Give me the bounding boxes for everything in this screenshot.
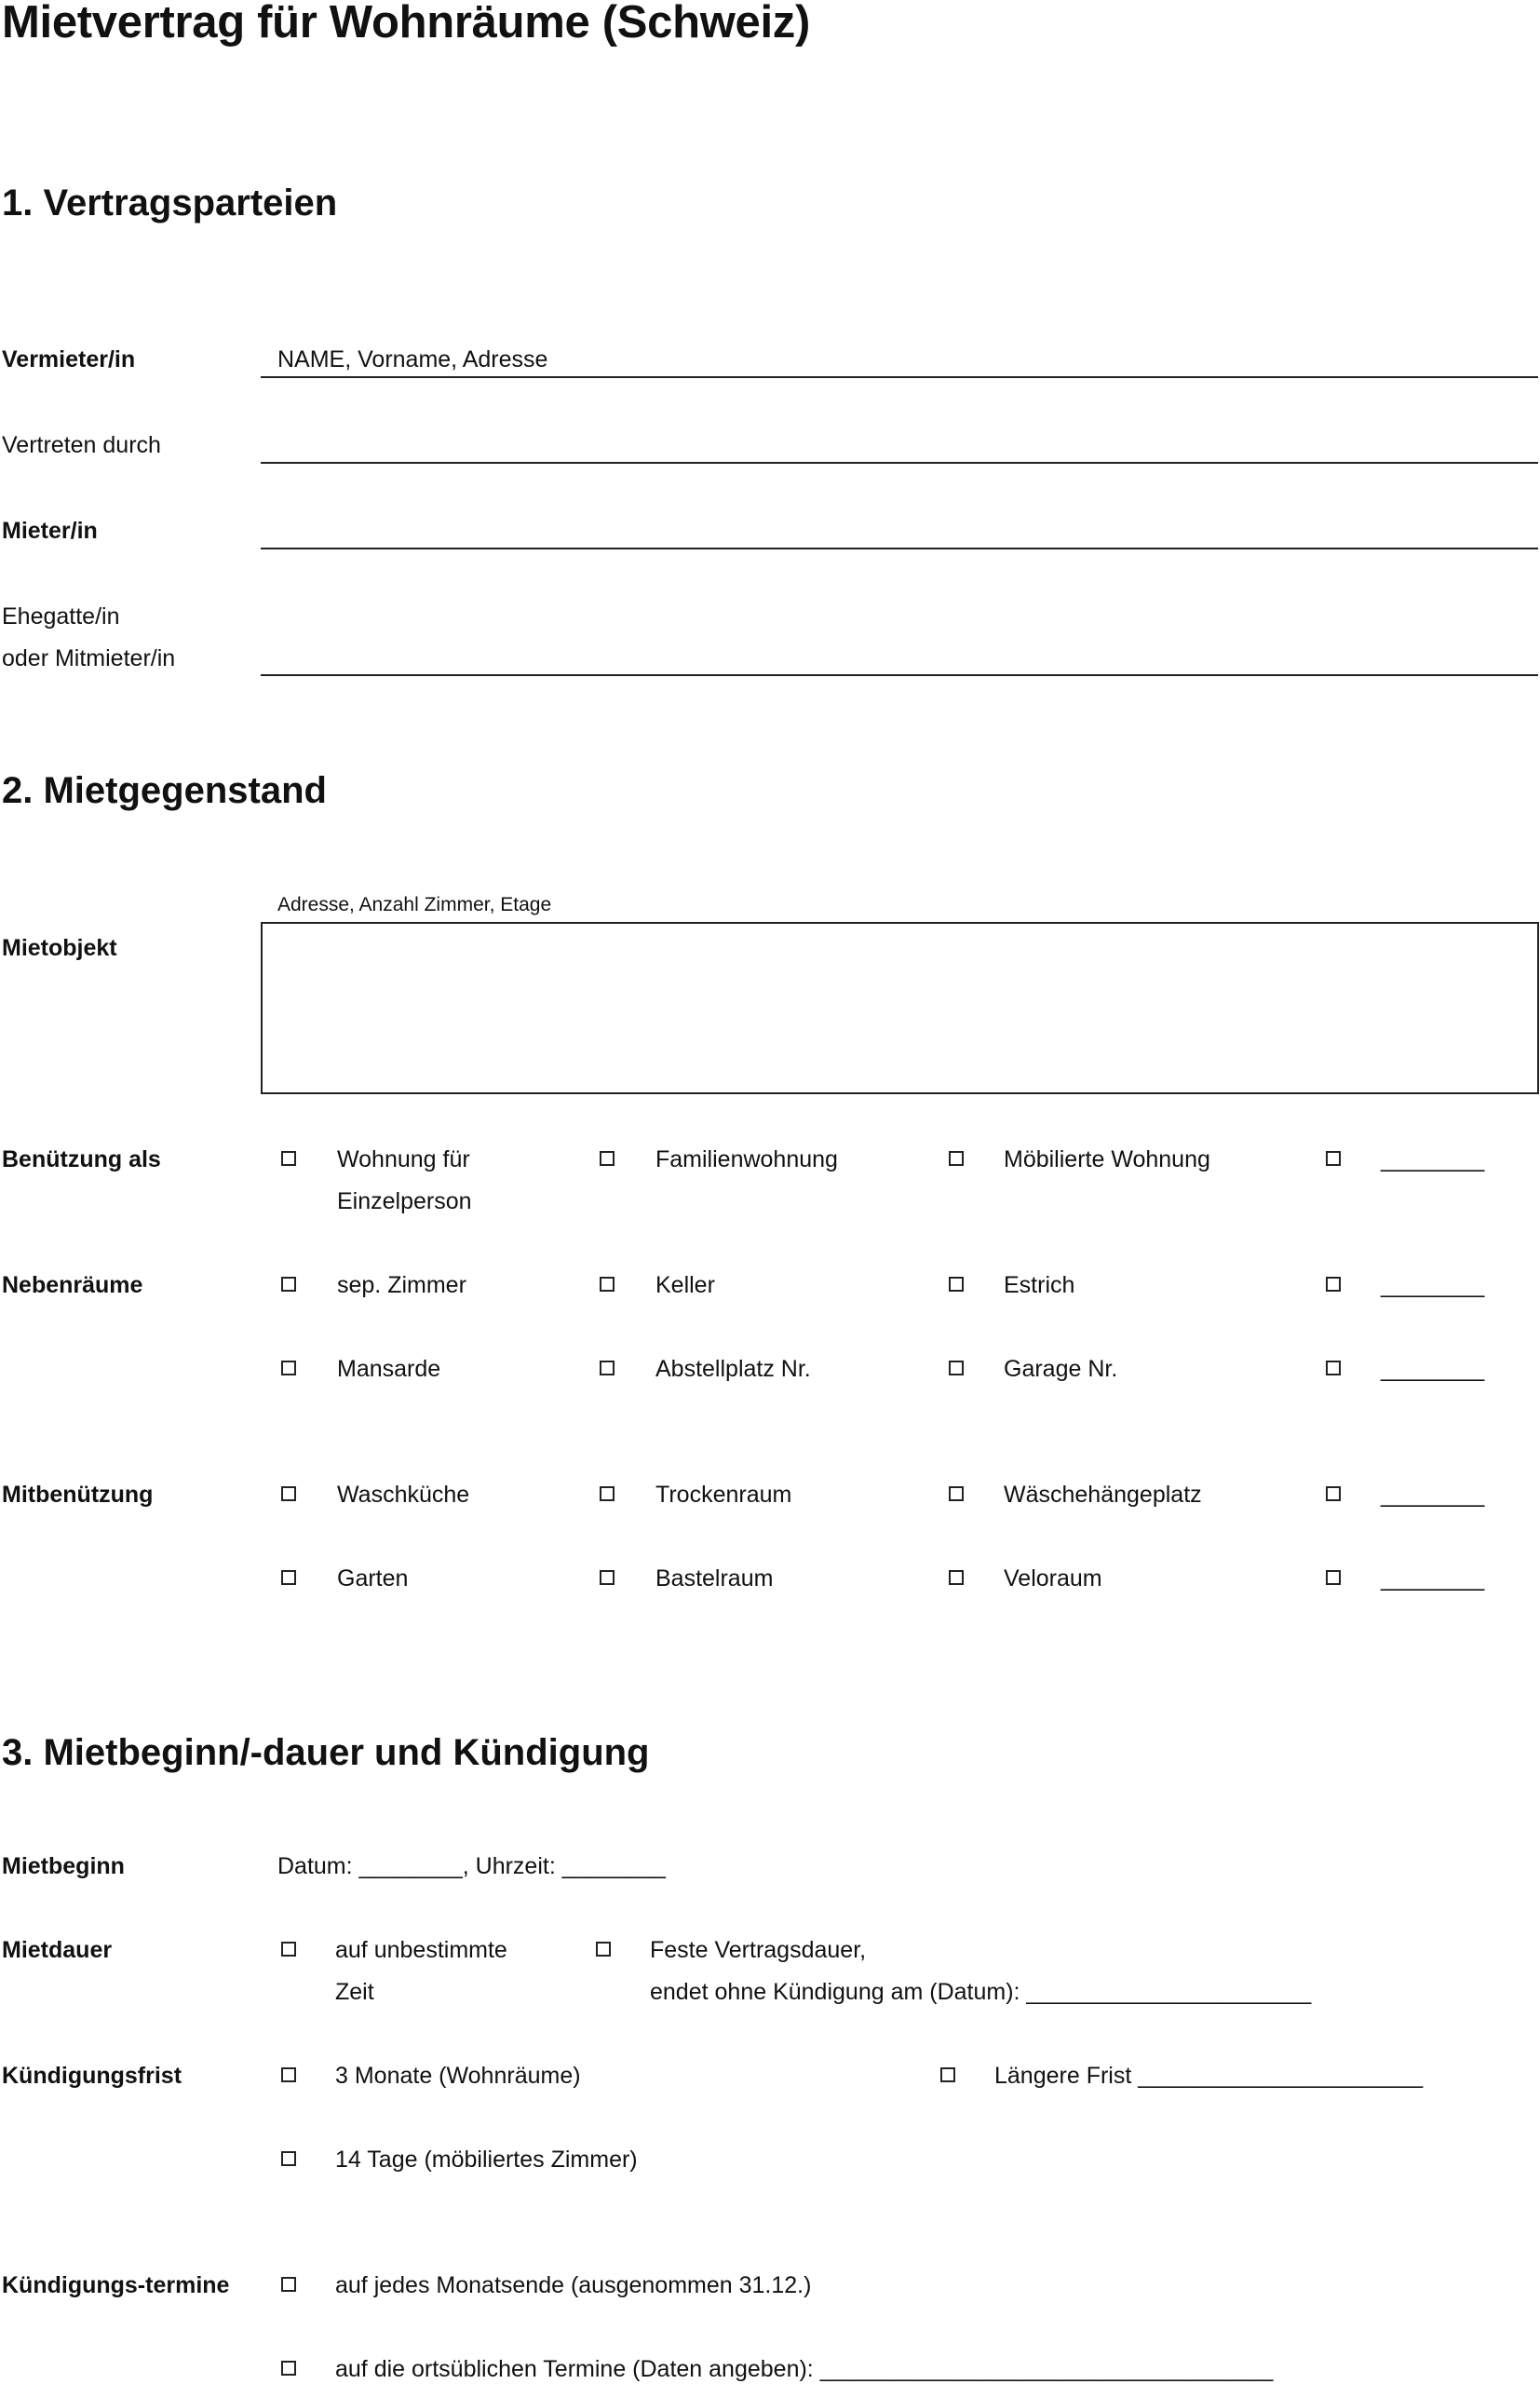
mietdauer-label: Mietdauer <box>2 1937 113 1963</box>
option-einzelperson: Einzelperson <box>337 1188 472 1214</box>
vertreten-label: Vertreten durch <box>2 432 161 458</box>
checkbox-benuetzung-other[interactable] <box>1326 1151 1341 1166</box>
checkbox-feste-vertragsdauer[interactable] <box>596 1942 611 1957</box>
checkbox-waschkueche[interactable] <box>281 1486 296 1501</box>
checkbox-keller[interactable] <box>600 1277 615 1292</box>
benuetzung-other-blank[interactable]: ________ <box>1381 1146 1485 1172</box>
option-estrich: Estrich <box>1004 1272 1075 1298</box>
checkbox-abstellplatz[interactable] <box>600 1361 615 1375</box>
section-3-heading: 3. Mietbeginn/-dauer und Kündigung <box>2 1732 650 1773</box>
mietobjekt-input-box[interactable] <box>261 922 1539 1094</box>
option-trockenraum: Trockenraum <box>655 1482 792 1508</box>
checkbox-bastelraum[interactable] <box>600 1570 615 1585</box>
kuendigungstermine-label: Kündigungs-termine <box>2 2272 230 2298</box>
checkbox-mitbenuetzung-other-1[interactable] <box>1326 1486 1341 1501</box>
checkbox-sep-zimmer[interactable] <box>281 1277 296 1292</box>
checkbox-monatsende[interactable] <box>281 2277 296 2292</box>
option-waeschehaengeplatz: Wäschehängeplatz <box>1004 1482 1202 1508</box>
option-mansarde: Mansarde <box>337 1356 441 1382</box>
checkbox-nebenraeume-other-1[interactable] <box>1326 1277 1341 1292</box>
checkbox-garten[interactable] <box>281 1570 296 1585</box>
checkbox-veloraum[interactable] <box>949 1570 964 1585</box>
option-sep-zimmer: sep. Zimmer <box>337 1272 466 1298</box>
option-feste-vertragsdauer-line2[interactable]: endet ohne Kündigung am (Datum): ______________________ <box>650 1979 1312 2005</box>
option-garage: Garage Nr. <box>1004 1356 1118 1382</box>
checkbox-ortsuebliche-termine[interactable] <box>281 2361 296 2376</box>
checkbox-3-monate[interactable] <box>281 2067 296 2082</box>
checkbox-wohnung-einzelperson[interactable] <box>281 1151 296 1166</box>
vertreten-field-line[interactable] <box>261 462 1538 464</box>
mietobjekt-hint: Adresse, Anzahl Zimmer, Etage <box>277 894 552 915</box>
option-unbestimmte-zeit-line1: auf unbestimmte <box>335 1937 507 1963</box>
nebenraeume-label: Nebenräume <box>2 1272 143 1298</box>
mietbeginn-date-time-field[interactable]: Datum: ________, Uhrzeit: ________ <box>277 1853 666 1879</box>
checkbox-nebenraeume-other-2[interactable] <box>1326 1361 1341 1375</box>
option-bastelraum: Bastelraum <box>655 1565 774 1592</box>
option-garten: Garten <box>337 1565 409 1592</box>
checkbox-estrich[interactable] <box>949 1277 964 1292</box>
checkbox-garage[interactable] <box>949 1361 964 1375</box>
section-2-heading: 2. Mietgegenstand <box>2 770 327 811</box>
document-title: Mietvertrag für Wohnräume (Schweiz) <box>2 0 811 47</box>
mietobjekt-label: Mietobjekt <box>2 935 117 961</box>
nebenraeume-other-blank-2[interactable]: ________ <box>1381 1356 1485 1382</box>
option-veloraum: Veloraum <box>1004 1565 1102 1592</box>
option-3-monate: 3 Monate (Wohnräume) <box>335 2063 581 2089</box>
mieter-field-line[interactable] <box>261 548 1538 549</box>
kuendigungsfrist-label: Kündigungsfrist <box>2 2063 182 2089</box>
ehegatte-field-line[interactable] <box>261 674 1538 676</box>
benuetzung-label: Benützung als <box>2 1146 161 1172</box>
option-moebilierte-wohnung: Möbilierte Wohnung <box>1004 1146 1210 1172</box>
option-familienwohnung: Familienwohnung <box>655 1146 838 1172</box>
option-keller: Keller <box>655 1272 715 1298</box>
ehegatte-label-line1: Ehegatte/in <box>2 603 120 630</box>
section-1-heading: 1. Vertragsparteien <box>2 183 338 224</box>
mitbenuetzung-other-blank-2[interactable]: ________ <box>1381 1565 1485 1592</box>
mietbeginn-label: Mietbeginn <box>2 1853 125 1879</box>
checkbox-laengere-frist[interactable] <box>940 2067 955 2082</box>
option-abstellplatz: Abstellplatz Nr. <box>655 1356 811 1382</box>
checkbox-unbestimmte-zeit[interactable] <box>281 1942 296 1957</box>
checkbox-moebilierte-wohnung[interactable] <box>949 1151 964 1166</box>
checkbox-mitbenuetzung-other-2[interactable] <box>1326 1570 1341 1585</box>
checkbox-waeschehaengeplatz[interactable] <box>949 1486 964 1501</box>
option-14-tage: 14 Tage (möbiliertes Zimmer) <box>335 2147 638 2173</box>
nebenraeume-other-blank-1[interactable]: ________ <box>1381 1272 1485 1298</box>
vermieter-label: Vermieter/in <box>2 346 136 372</box>
mitbenuetzung-label: Mitbenützung <box>2 1482 154 1508</box>
checkbox-14-tage[interactable] <box>281 2151 296 2166</box>
option-unbestimmte-zeit-line2: Zeit <box>335 1979 374 2005</box>
option-waschkueche: Waschküche <box>337 1482 470 1508</box>
ehegatte-label-line2: oder Mitmieter/in <box>2 645 176 671</box>
checkbox-mansarde[interactable] <box>281 1361 296 1375</box>
option-laengere-frist[interactable]: Längere Frist ______________________ <box>994 2063 1424 2089</box>
vermieter-field-line <box>261 376 1538 378</box>
checkbox-trockenraum[interactable] <box>600 1486 615 1501</box>
mitbenuetzung-other-blank-1[interactable]: ________ <box>1381 1482 1485 1508</box>
checkbox-familienwohnung[interactable] <box>600 1151 615 1166</box>
option-ortsuebliche-termine[interactable]: auf die ortsüblichen Termine (Daten angeben): ___________________________________ <box>335 2356 1274 2382</box>
option-wohnung-fuer: Wohnung für <box>337 1146 470 1172</box>
vermieter-field-value[interactable]: NAME, Vorname, Adresse <box>277 346 548 372</box>
option-monatsende: auf jedes Monatsende (ausgenommen 31.12.) <box>335 2272 812 2298</box>
mieter-label: Mieter/in <box>2 518 98 544</box>
option-feste-vertragsdauer-line1: Feste Vertragsdauer, <box>650 1937 867 1963</box>
